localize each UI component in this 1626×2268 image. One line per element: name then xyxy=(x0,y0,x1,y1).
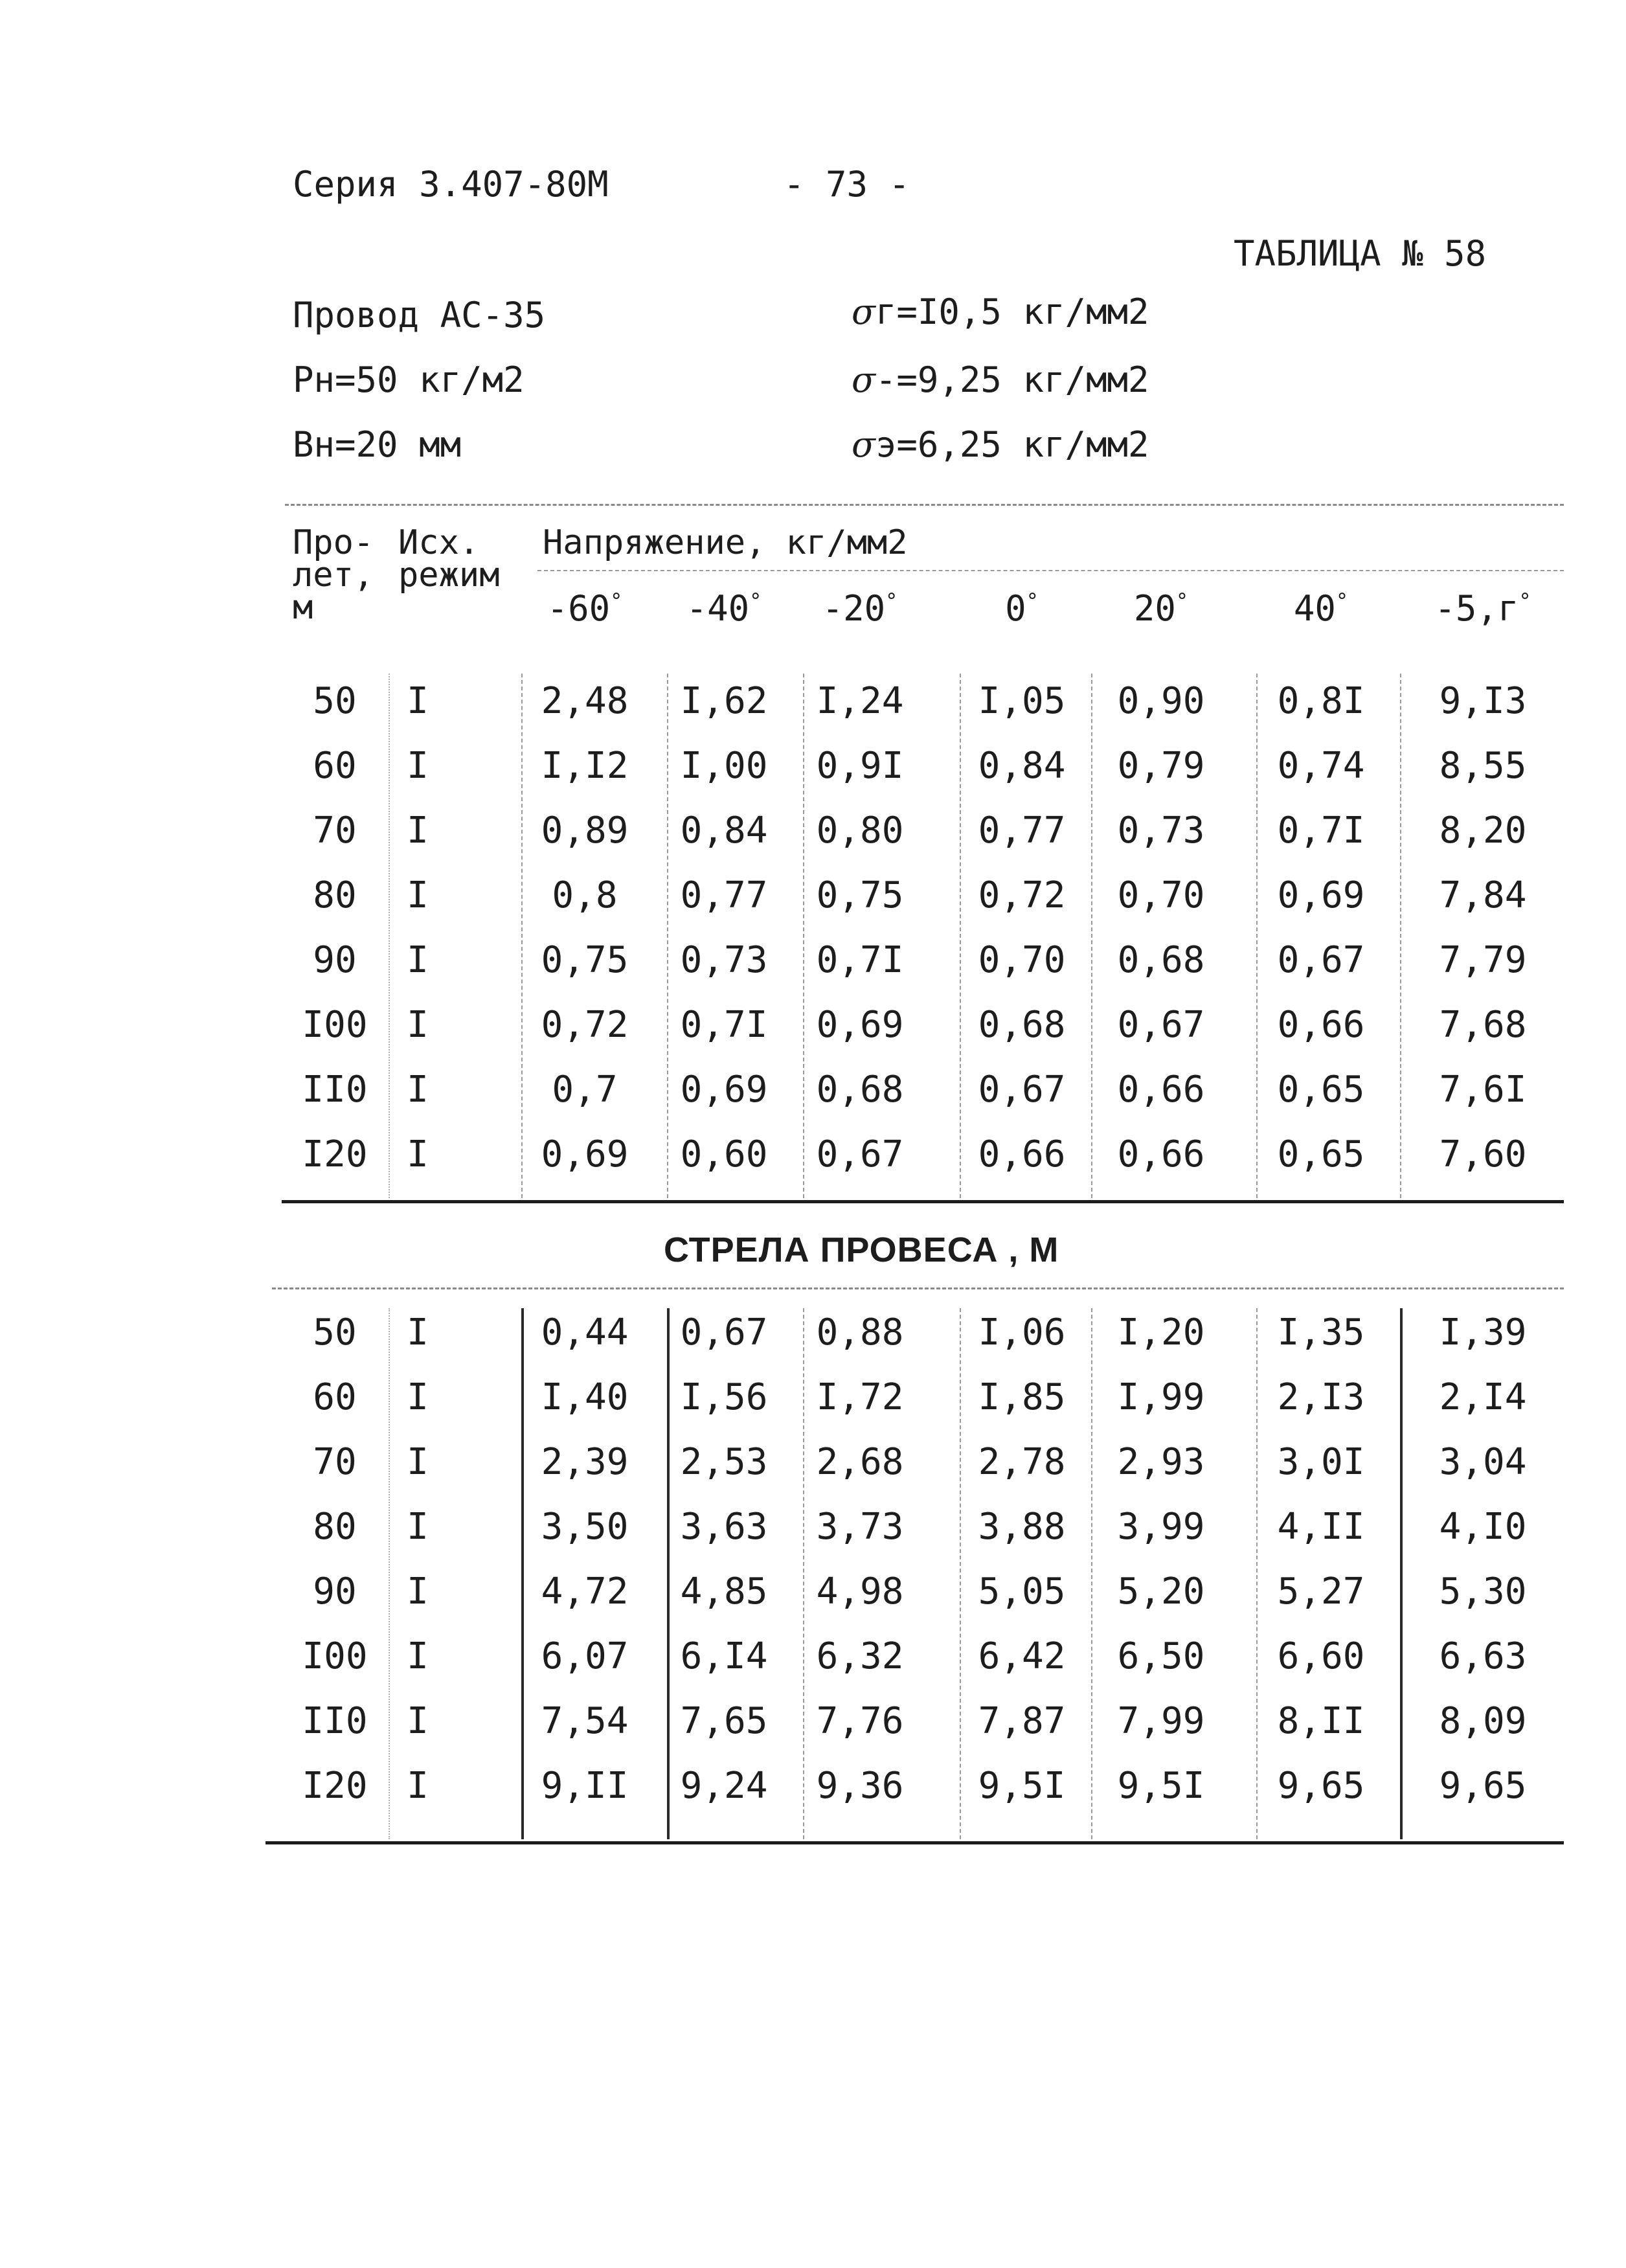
stress-value-cell: 0,67 xyxy=(816,1133,904,1175)
thickness-label: Вн=20 мм xyxy=(293,424,462,465)
mode-cell: I xyxy=(407,1311,429,1354)
sag-value-cell: I,56 xyxy=(680,1376,768,1418)
stress-value-cell: 0,79 xyxy=(1117,745,1205,787)
sag-value-cell: 0,44 xyxy=(541,1311,629,1354)
temperature-header: 0° xyxy=(1005,588,1039,629)
column-divider xyxy=(667,674,668,1198)
pressure-label: Рн=50 кг/м2 xyxy=(293,359,525,400)
sag-value-cell: 3,88 xyxy=(978,1506,1066,1548)
stress-value-cell: 0,7I xyxy=(680,1004,768,1046)
sag-value-cell: 5,20 xyxy=(1117,1571,1205,1613)
sag-value-cell: 3,63 xyxy=(680,1506,768,1548)
stress-value-cell: 0,8I xyxy=(1277,680,1365,722)
mode-cell: I xyxy=(407,874,429,916)
stress-value-cell: 0,60 xyxy=(680,1133,768,1175)
column-divider xyxy=(1256,1308,1258,1839)
sag-value-cell: 6,07 xyxy=(541,1635,629,1677)
stress-value-cell: 0,67 xyxy=(1277,939,1365,981)
wire-label: Провод АС-35 xyxy=(293,295,546,335)
column-divider xyxy=(803,1308,804,1839)
stress-value-cell: 0,66 xyxy=(978,1133,1066,1175)
sag-value-cell: 8,II xyxy=(1277,1700,1365,1742)
stress-value-cell: 0,69 xyxy=(680,1069,768,1111)
stress-value-cell: 0,75 xyxy=(816,874,904,916)
sag-value-cell: 9,5I xyxy=(978,1765,1066,1807)
stress-value-cell: 0,68 xyxy=(816,1069,904,1111)
stress-header-rule xyxy=(537,570,1564,571)
sag-section-top-rule xyxy=(272,1287,1564,1289)
temperature-header: 40° xyxy=(1293,588,1349,629)
span-cell: I20 xyxy=(302,1765,368,1807)
stress-value-cell: 0,70 xyxy=(1117,874,1205,916)
span-header-3: м xyxy=(293,588,313,627)
column-divider xyxy=(667,1308,670,1839)
sag-value-cell: 9,II xyxy=(541,1765,629,1807)
stress-value-cell: 0,69 xyxy=(1277,874,1365,916)
stress-header: Напряжение, кг/мм2 xyxy=(543,523,908,562)
stress-value-cell: 8,20 xyxy=(1439,810,1527,852)
page-number: - 73 - xyxy=(784,164,910,205)
stress-value-cell: 0,67 xyxy=(978,1069,1066,1111)
sag-value-cell: I,39 xyxy=(1439,1311,1527,1354)
sag-value-cell: 9,65 xyxy=(1439,1765,1527,1807)
sag-value-cell: 6,32 xyxy=(816,1635,904,1677)
mode-cell: I xyxy=(407,1635,429,1677)
column-divider xyxy=(521,1308,524,1839)
span-cell: 50 xyxy=(313,680,357,722)
mode-cell: I xyxy=(407,680,429,722)
sag-value-cell: 3,0I xyxy=(1277,1441,1365,1483)
span-cell: 70 xyxy=(313,810,357,852)
sag-value-cell: 7,99 xyxy=(1117,1700,1205,1742)
temperature-header: -20° xyxy=(822,588,898,629)
sag-value-cell: 4,85 xyxy=(680,1571,768,1613)
sag-value-cell: 9,36 xyxy=(816,1765,904,1807)
stress-value-cell: 0,74 xyxy=(1277,745,1365,787)
stress-value-cell: 0,72 xyxy=(541,1004,629,1046)
column-divider xyxy=(1400,1308,1403,1839)
sag-value-cell: 0,88 xyxy=(816,1311,904,1354)
stress-value-cell: 0,77 xyxy=(978,810,1066,852)
stress-value-cell: 0,7I xyxy=(816,939,904,981)
stress-value-cell: 0,80 xyxy=(816,810,904,852)
stress-value-cell: 9,I3 xyxy=(1439,680,1527,722)
stress-value-cell: 0,68 xyxy=(1117,939,1205,981)
stress-value-cell: 0,7 xyxy=(552,1069,618,1111)
mode-cell: I xyxy=(407,745,429,787)
sag-value-cell: I,06 xyxy=(978,1311,1066,1354)
sag-value-cell: 7,54 xyxy=(541,1700,629,1742)
mode-cell: I xyxy=(407,1765,429,1807)
stress-value-cell: 0,69 xyxy=(541,1133,629,1175)
span-cell: 80 xyxy=(313,1506,357,1548)
sag-value-cell: 4,I0 xyxy=(1439,1506,1527,1548)
sag-value-cell: 3,73 xyxy=(816,1506,904,1548)
stress-value-cell: 0,69 xyxy=(816,1004,904,1046)
sag-value-cell: 4,72 xyxy=(541,1571,629,1613)
sag-value-cell: 3,50 xyxy=(541,1506,629,1548)
stress-value-cell: I,I2 xyxy=(541,745,629,787)
stress-value-cell: 7,68 xyxy=(1439,1004,1527,1046)
stress-value-cell: 0,90 xyxy=(1117,680,1205,722)
stress-value-cell: I,62 xyxy=(680,680,768,722)
sigma-g-row xyxy=(852,291,1149,332)
mode-cell: I xyxy=(407,1133,429,1175)
column-divider xyxy=(1400,674,1401,1198)
span-cell: I00 xyxy=(302,1004,368,1046)
column-divider xyxy=(1091,674,1092,1198)
sag-value-cell: I,99 xyxy=(1117,1376,1205,1418)
span-cell: 60 xyxy=(313,1376,357,1418)
column-divider xyxy=(803,674,804,1198)
sag-value-cell: I,85 xyxy=(978,1376,1066,1418)
sag-value-cell: I,72 xyxy=(816,1376,904,1418)
column-divider xyxy=(960,1308,961,1839)
span-cell: 90 xyxy=(313,939,357,981)
span-cell: 70 xyxy=(313,1441,357,1483)
sag-value-cell: 9,5I xyxy=(1117,1765,1205,1807)
temperature-header: 20° xyxy=(1133,588,1189,629)
sigma-e-value: э=6,25 кг/мм2 xyxy=(875,424,1149,465)
column-divider xyxy=(1256,674,1258,1198)
sag-value-cell: 5,30 xyxy=(1439,1571,1527,1613)
stress-value-cell: 7,60 xyxy=(1439,1133,1527,1175)
sag-value-cell: I,40 xyxy=(541,1376,629,1418)
sigma-g-value: г=I0,5 кг/мм2 xyxy=(875,291,1149,332)
sag-value-cell: 2,I3 xyxy=(1277,1376,1365,1418)
temperature-header: -5,г° xyxy=(1434,588,1531,629)
sigma-minus-value: -=9,25 кг/мм2 xyxy=(875,359,1149,400)
span-cell: 80 xyxy=(313,874,357,916)
stress-section-bottom-rule xyxy=(282,1200,1564,1203)
sag-value-cell: I,35 xyxy=(1277,1311,1365,1354)
sag-value-cell: 2,I4 xyxy=(1439,1376,1527,1418)
span-cell: I20 xyxy=(302,1133,368,1175)
mode-cell: I xyxy=(407,1069,429,1111)
sag-value-cell: 5,27 xyxy=(1277,1571,1365,1613)
sag-value-cell: 2,68 xyxy=(816,1441,904,1483)
stress-value-cell: 0,67 xyxy=(1117,1004,1205,1046)
stress-value-cell: 8,55 xyxy=(1439,745,1527,787)
sag-value-cell: 2,93 xyxy=(1117,1441,1205,1483)
stress-value-cell: 0,73 xyxy=(680,939,768,981)
stress-value-cell: 0,9I xyxy=(816,745,904,787)
mode-cell: I xyxy=(407,1506,429,1548)
stress-value-cell: 0,84 xyxy=(978,745,1066,787)
temperature-header: -60° xyxy=(547,588,623,629)
span-cell: II0 xyxy=(302,1069,368,1111)
mode-cell: I xyxy=(407,1004,429,1046)
stress-value-cell: 0,66 xyxy=(1277,1004,1365,1046)
sag-value-cell: 6,I4 xyxy=(680,1635,768,1677)
column-divider xyxy=(960,674,961,1198)
stress-value-cell: 0,72 xyxy=(978,874,1066,916)
stress-value-cell: 0,70 xyxy=(978,939,1066,981)
sag-value-cell: 7,65 xyxy=(680,1700,768,1742)
sigma-symbol-icon: σ xyxy=(852,291,875,332)
span-cell: 50 xyxy=(313,1311,357,1354)
sag-value-cell: 3,04 xyxy=(1439,1441,1527,1483)
sag-value-cell: 3,99 xyxy=(1117,1506,1205,1548)
stress-value-cell: 0,7I xyxy=(1277,810,1365,852)
span-cell: I00 xyxy=(302,1635,368,1677)
mode-cell: I xyxy=(407,810,429,852)
mode-cell: I xyxy=(407,1376,429,1418)
span-cell: 60 xyxy=(313,745,357,787)
stress-value-cell: I,05 xyxy=(978,680,1066,722)
sag-value-cell: 2,39 xyxy=(541,1441,629,1483)
sigma-symbol-icon: σ xyxy=(852,359,875,400)
stress-value-cell: 0,75 xyxy=(541,939,629,981)
sag-value-cell: 6,63 xyxy=(1439,1635,1527,1677)
table-top-rule xyxy=(285,504,1564,506)
series-label: Серия 3.407-80М xyxy=(293,164,609,205)
sag-value-cell: 2,78 xyxy=(978,1441,1066,1483)
sag-value-cell: 9,65 xyxy=(1277,1765,1365,1807)
span-cell: II0 xyxy=(302,1700,368,1742)
sag-value-cell: 9,24 xyxy=(680,1765,768,1807)
temperature-header: -40° xyxy=(686,588,762,629)
sag-value-cell: 4,II xyxy=(1277,1506,1365,1548)
mode-header-2: режим xyxy=(398,556,500,595)
stress-value-cell: 0,84 xyxy=(680,810,768,852)
stress-value-cell: 2,48 xyxy=(541,680,629,722)
stress-value-cell: 7,6I xyxy=(1439,1069,1527,1111)
stress-value-cell: 0,77 xyxy=(680,874,768,916)
sigma-e-row xyxy=(852,424,1149,465)
mode-header-1: Исх. xyxy=(398,523,480,562)
stress-value-cell: 0,66 xyxy=(1117,1069,1205,1111)
stress-value-cell: 0,89 xyxy=(541,810,629,852)
sag-value-cell: 4,98 xyxy=(816,1571,904,1613)
sigma-symbol-icon: σ xyxy=(852,424,875,465)
table-bottom-rule xyxy=(265,1841,1564,1844)
table-title: ТАБЛИЦА № 58 xyxy=(1234,233,1487,274)
stress-value-cell: 7,79 xyxy=(1439,939,1527,981)
sigma-minus-row xyxy=(852,359,1149,400)
column-divider xyxy=(389,1308,390,1839)
stress-value-cell: 0,73 xyxy=(1117,810,1205,852)
mode-cell: I xyxy=(407,1700,429,1742)
sag-title: СТРЕЛА ПРОВЕСА , М xyxy=(664,1230,1059,1269)
sag-value-cell: 7,76 xyxy=(816,1700,904,1742)
stress-value-cell: I,24 xyxy=(816,680,904,722)
sag-value-cell: 8,09 xyxy=(1439,1700,1527,1742)
stress-value-cell: 0,8 xyxy=(552,874,618,916)
span-cell: 90 xyxy=(313,1571,357,1613)
mode-cell: I xyxy=(407,1441,429,1483)
stress-value-cell: 0,66 xyxy=(1117,1133,1205,1175)
span-header-2: лет, xyxy=(293,556,374,595)
mode-cell: I xyxy=(407,939,429,981)
stress-value-cell: 0,65 xyxy=(1277,1133,1365,1175)
sag-value-cell: 5,05 xyxy=(978,1571,1066,1613)
column-divider xyxy=(389,674,390,1198)
sag-value-cell: 2,53 xyxy=(680,1441,768,1483)
stress-value-cell: I,00 xyxy=(680,745,768,787)
column-divider xyxy=(1091,1308,1092,1839)
sag-value-cell: 6,42 xyxy=(978,1635,1066,1677)
sag-value-cell: 6,60 xyxy=(1277,1635,1365,1677)
mode-cell: I xyxy=(407,1571,429,1613)
span-header-1: Про- xyxy=(293,523,374,562)
stress-value-cell: 0,68 xyxy=(978,1004,1066,1046)
stress-value-cell: 7,84 xyxy=(1439,874,1527,916)
sag-value-cell: I,20 xyxy=(1117,1311,1205,1354)
stress-value-cell: 0,65 xyxy=(1277,1069,1365,1111)
column-divider xyxy=(521,674,523,1198)
sag-value-cell: 6,50 xyxy=(1117,1635,1205,1677)
sag-value-cell: 0,67 xyxy=(680,1311,768,1354)
sag-value-cell: 7,87 xyxy=(978,1700,1066,1742)
